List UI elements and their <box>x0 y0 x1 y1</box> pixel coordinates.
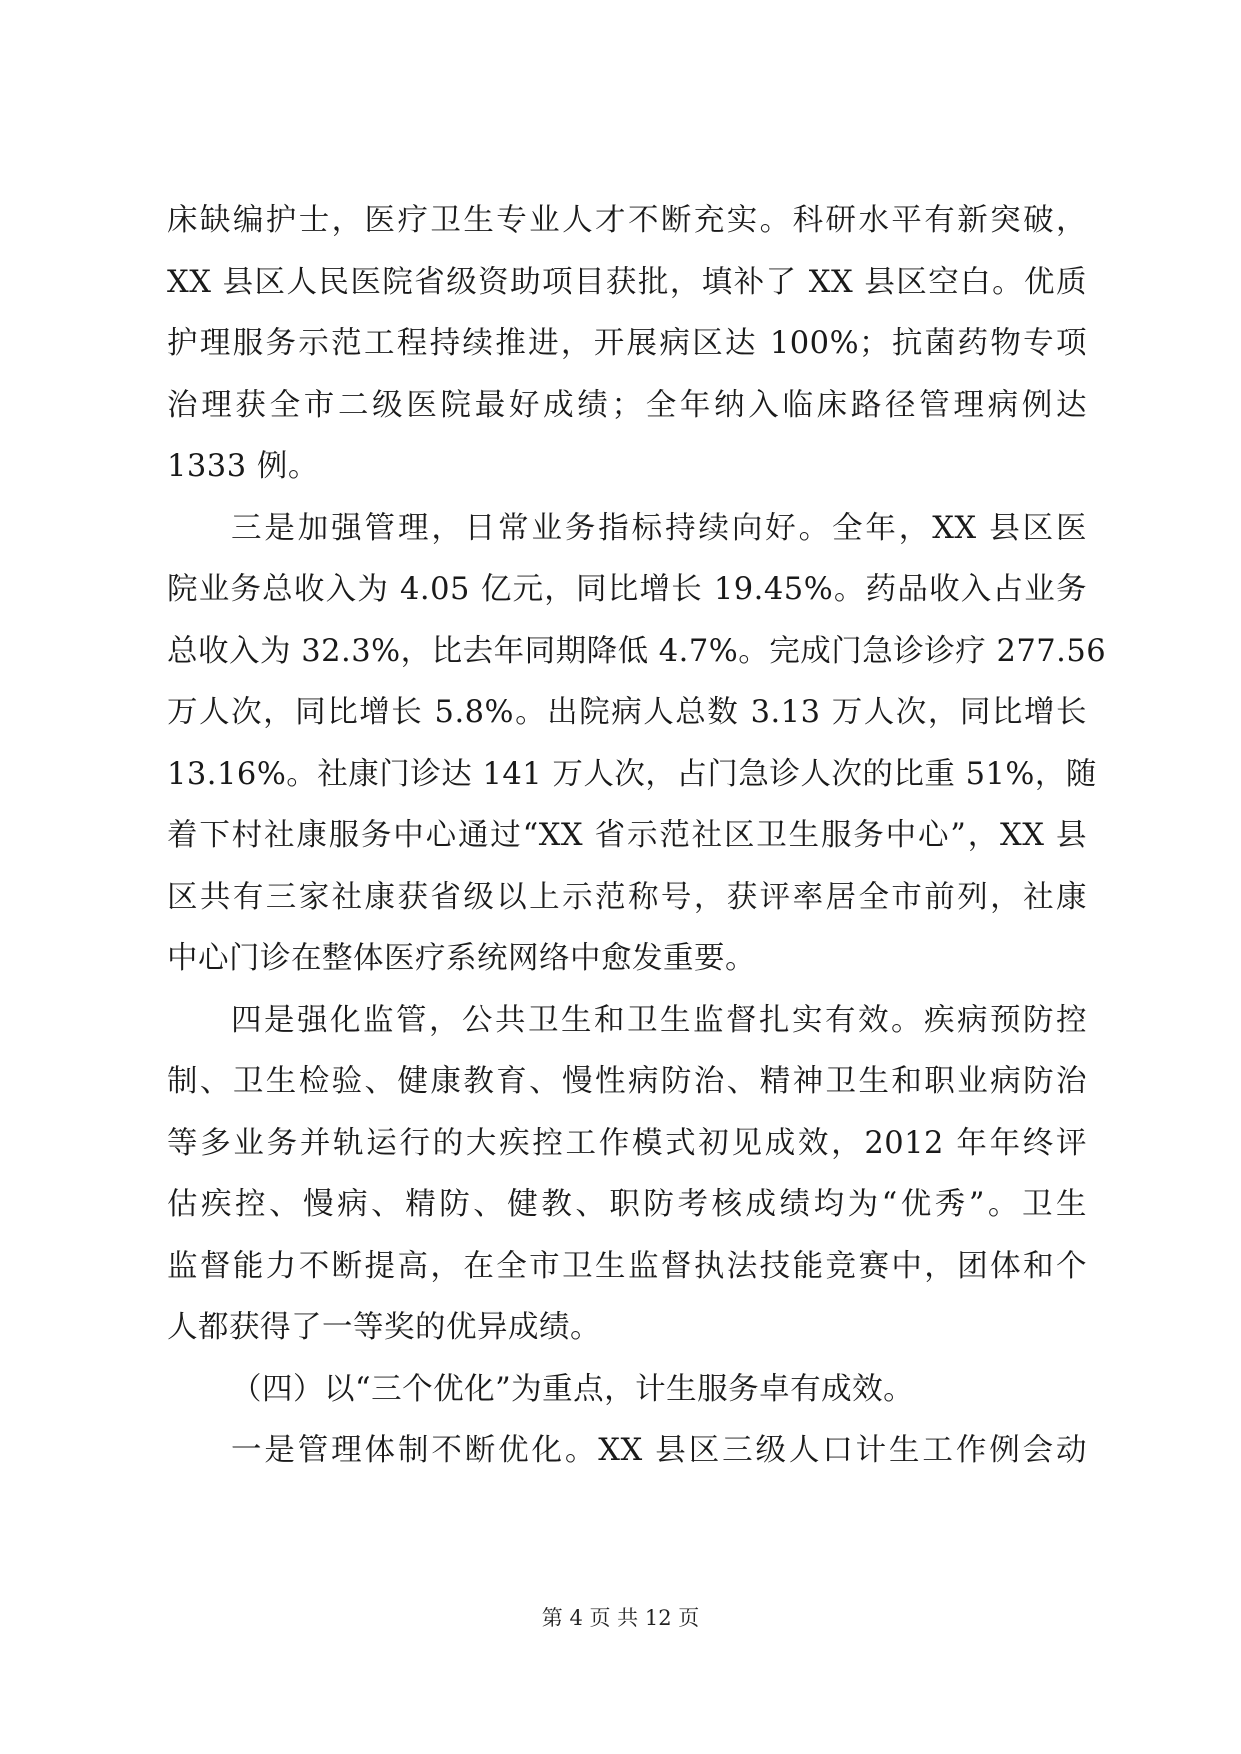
text-line: 1333 例。 <box>167 449 319 484</box>
text-line: 治理获全市二级医院最好成绩；全年纳入临床路径管理病例达 <box>167 387 1087 423</box>
text-line: 等多业务并轨运行的大疾控工作模式初见成效，2012 年年终评 <box>167 1125 1087 1161</box>
text-line: 院业务总收入为 4.05 亿元，同比增长 19.45%。药品收入占业务 <box>167 572 1087 607</box>
text-line: 着下村社康服务中心通过“XX 省示范社区卫生服务中心”，XX 县 <box>167 818 1087 853</box>
text-line: 总收入为 32.3%，比去年同期降低 4.7%。完成门急诊诊疗 277.56 <box>167 633 1107 669</box>
text-line: 13.16%。社康门诊达 141 万人次，占门急诊人次的比重 51%，随 <box>167 756 1097 792</box>
document-body <box>167 190 1107 1482</box>
text-line: 监督能力不断提高，在全市卫生监督执法技能竞赛中，团体和个 <box>167 1248 1087 1284</box>
page-footer: 第 4 页 共 12 页 <box>541 1606 700 1630</box>
text-line: 万人次，同比增长 5.8%。出院病人总数 3.13 万人次，同比增长 <box>167 695 1087 730</box>
text-line: 床缺编护士，医疗卫生专业人才不断充实。科研水平有新突破， <box>167 203 1087 238</box>
text-line: 人都获得了一等奖的优异成绩。 <box>167 1310 601 1345</box>
text-line: 估疾控、慢病、精防、健教、职防考核成绩均为“优秀”。卫生 <box>167 1187 1087 1222</box>
text-line: 中心门诊在整体医疗系统网络中愈发重要。 <box>167 941 756 976</box>
section-heading: （四）以“三个优化”为重点，计生服务卓有成效。 <box>231 1371 915 1407</box>
paragraph-first-line: 四是强化监管，公共卫生和卫生监督扎实有效。疾病预防控 <box>231 1002 1087 1038</box>
paragraph-first-line: 一是管理体制不断优化。XX 县区三级人口计生工作例会动 <box>231 1433 1087 1468</box>
text-line: 制、卫生检验、健康教育、慢性病防治、精神卫生和职业病防治 <box>167 1064 1087 1099</box>
paragraph-first-line: 三是加强管理，日常业务指标持续向好。全年，XX 县区医 <box>231 510 1087 546</box>
text-line: 护理服务示范工程持续推进，开展病区达 100%；抗菌药物专项 <box>167 326 1087 361</box>
text-line: XX 县区人民医院省级资助项目获批，填补了 XX 县区空白。优质 <box>167 264 1087 300</box>
text-line: 区共有三家社康获省级以上示范称号，获评率居全市前列，社康 <box>167 879 1087 915</box>
